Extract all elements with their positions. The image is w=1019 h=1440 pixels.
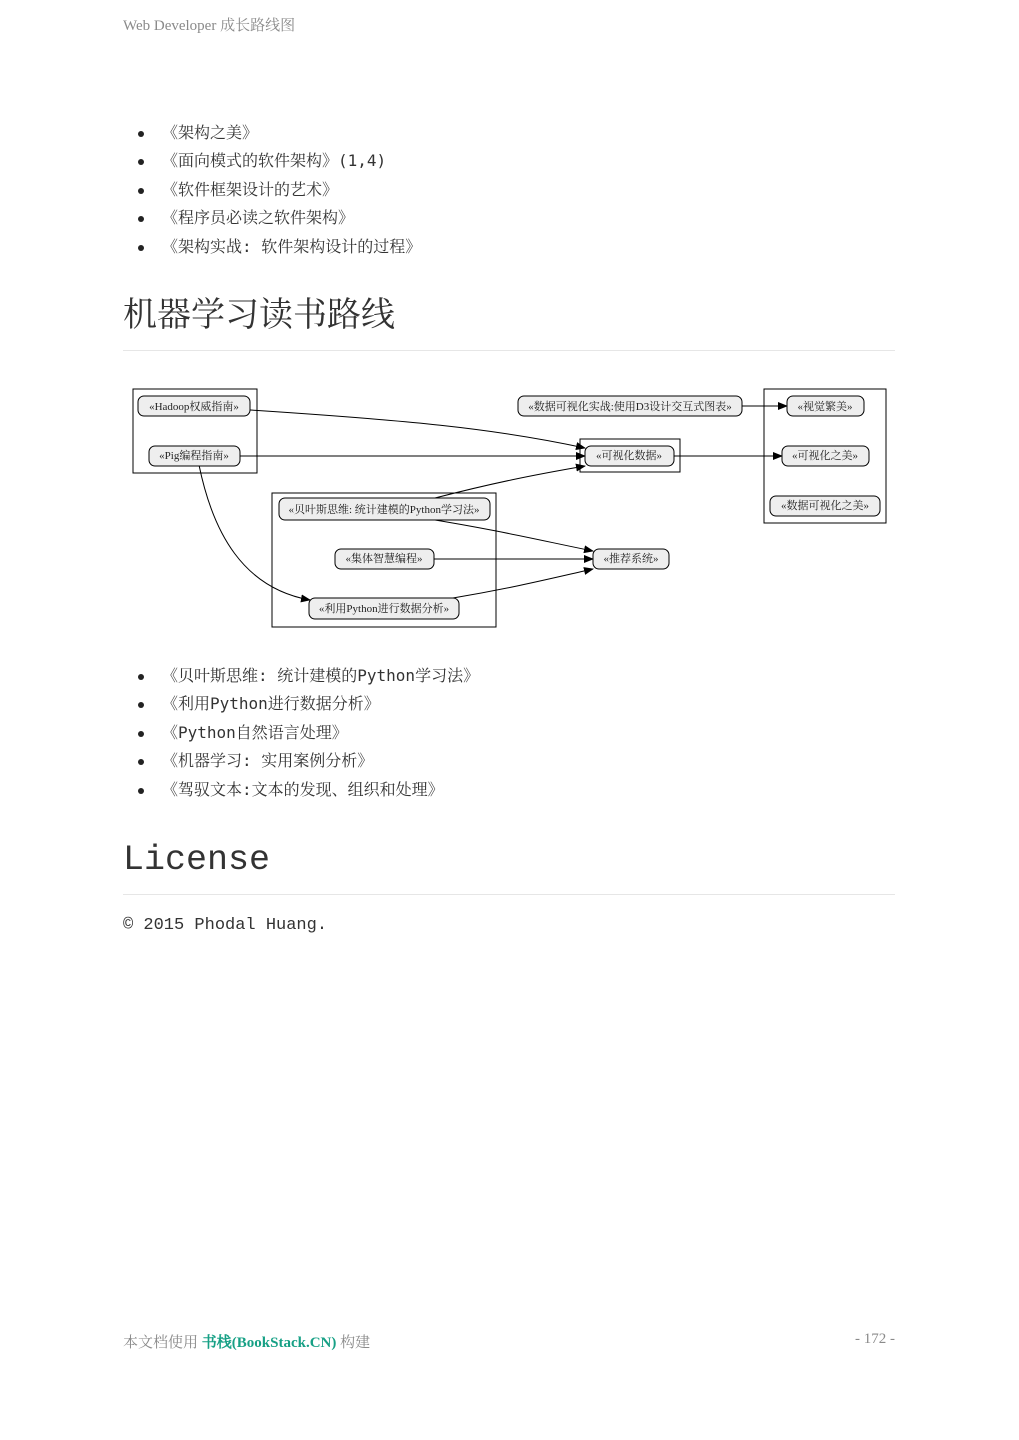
diagram-node [518,396,742,416]
node-label: «推荐系统» [603,553,659,565]
edge-bayes-to-recommender [423,518,593,551]
node-label: «视觉繁美» [797,401,853,413]
ml-reading-path-diagram [123,383,889,631]
list-item: 《架构之美》 [123,119,421,147]
footer-prefix: 本文档使用 [123,1335,202,1351]
footer-suffix: 构建 [336,1335,371,1351]
list-item: 《Python自然语言处理》 [123,719,479,747]
list-item: 《机器学习: 实用案例分析》 [123,747,479,775]
list-item: 《架构实战: 软件架构设计的过程》 [123,233,421,261]
diagram-node [787,396,864,416]
bookstack-link[interactable]: 书栈(BookStack.CN) [201,1335,337,1351]
list-item: 《贝叶斯思维: 统计建模的Python学习法》 [123,662,479,690]
diagram-node [279,498,490,520]
node-label: «数据可视化之美» [781,500,869,512]
diagram-node [782,446,869,466]
list-item: 《驾驭文本:文本的发现、组织和处理》 [123,776,479,804]
ml-book-list [123,662,479,804]
copyright-text: © 2015 Phodal Huang. [123,916,328,935]
edge-pydata-to-recommender [453,569,593,598]
list-item: 《软件框架设计的艺术》 [123,176,421,204]
diagram-node [770,496,880,516]
node-label: «可视化之美» [792,450,858,462]
node-label: «集体智慧编程» [345,553,423,565]
page-number: - 172 - [855,1331,895,1347]
node-label: «数据可视化实战:使用D3设计交互式图表» [528,401,732,413]
list-item: 《面向模式的软件架构》(1,4) [123,147,421,175]
diagram-node [593,549,669,569]
node-label: «利用Python进行数据分析» [318,603,450,615]
running-header-title: Web Developer 成长路线图 [123,18,296,34]
list-item: 《程序员必读之软件架构》 [123,204,421,232]
license-heading: License [123,840,271,880]
diagram-node [138,396,250,416]
diagram-node [335,549,434,569]
ml-section-heading: 机器学习读书路线 [123,295,395,335]
architecture-book-list [123,119,421,261]
edge-pig-to-pydata [199,465,310,600]
diagram-node [585,446,674,466]
list-item: 《利用Python进行数据分析》 [123,690,479,718]
node-label: «可视化数据» [596,450,662,462]
diagram-node [309,598,459,619]
footer-credit [123,1331,370,1352]
section-divider [123,350,895,351]
node-label: «Pig编程指南» [159,450,229,462]
section-divider [123,894,895,895]
node-label: «Hadoop权威指南» [149,401,239,413]
node-label: «贝叶斯思维: 统计建模的Python学习法» [288,504,480,516]
diagram-node [149,446,240,466]
